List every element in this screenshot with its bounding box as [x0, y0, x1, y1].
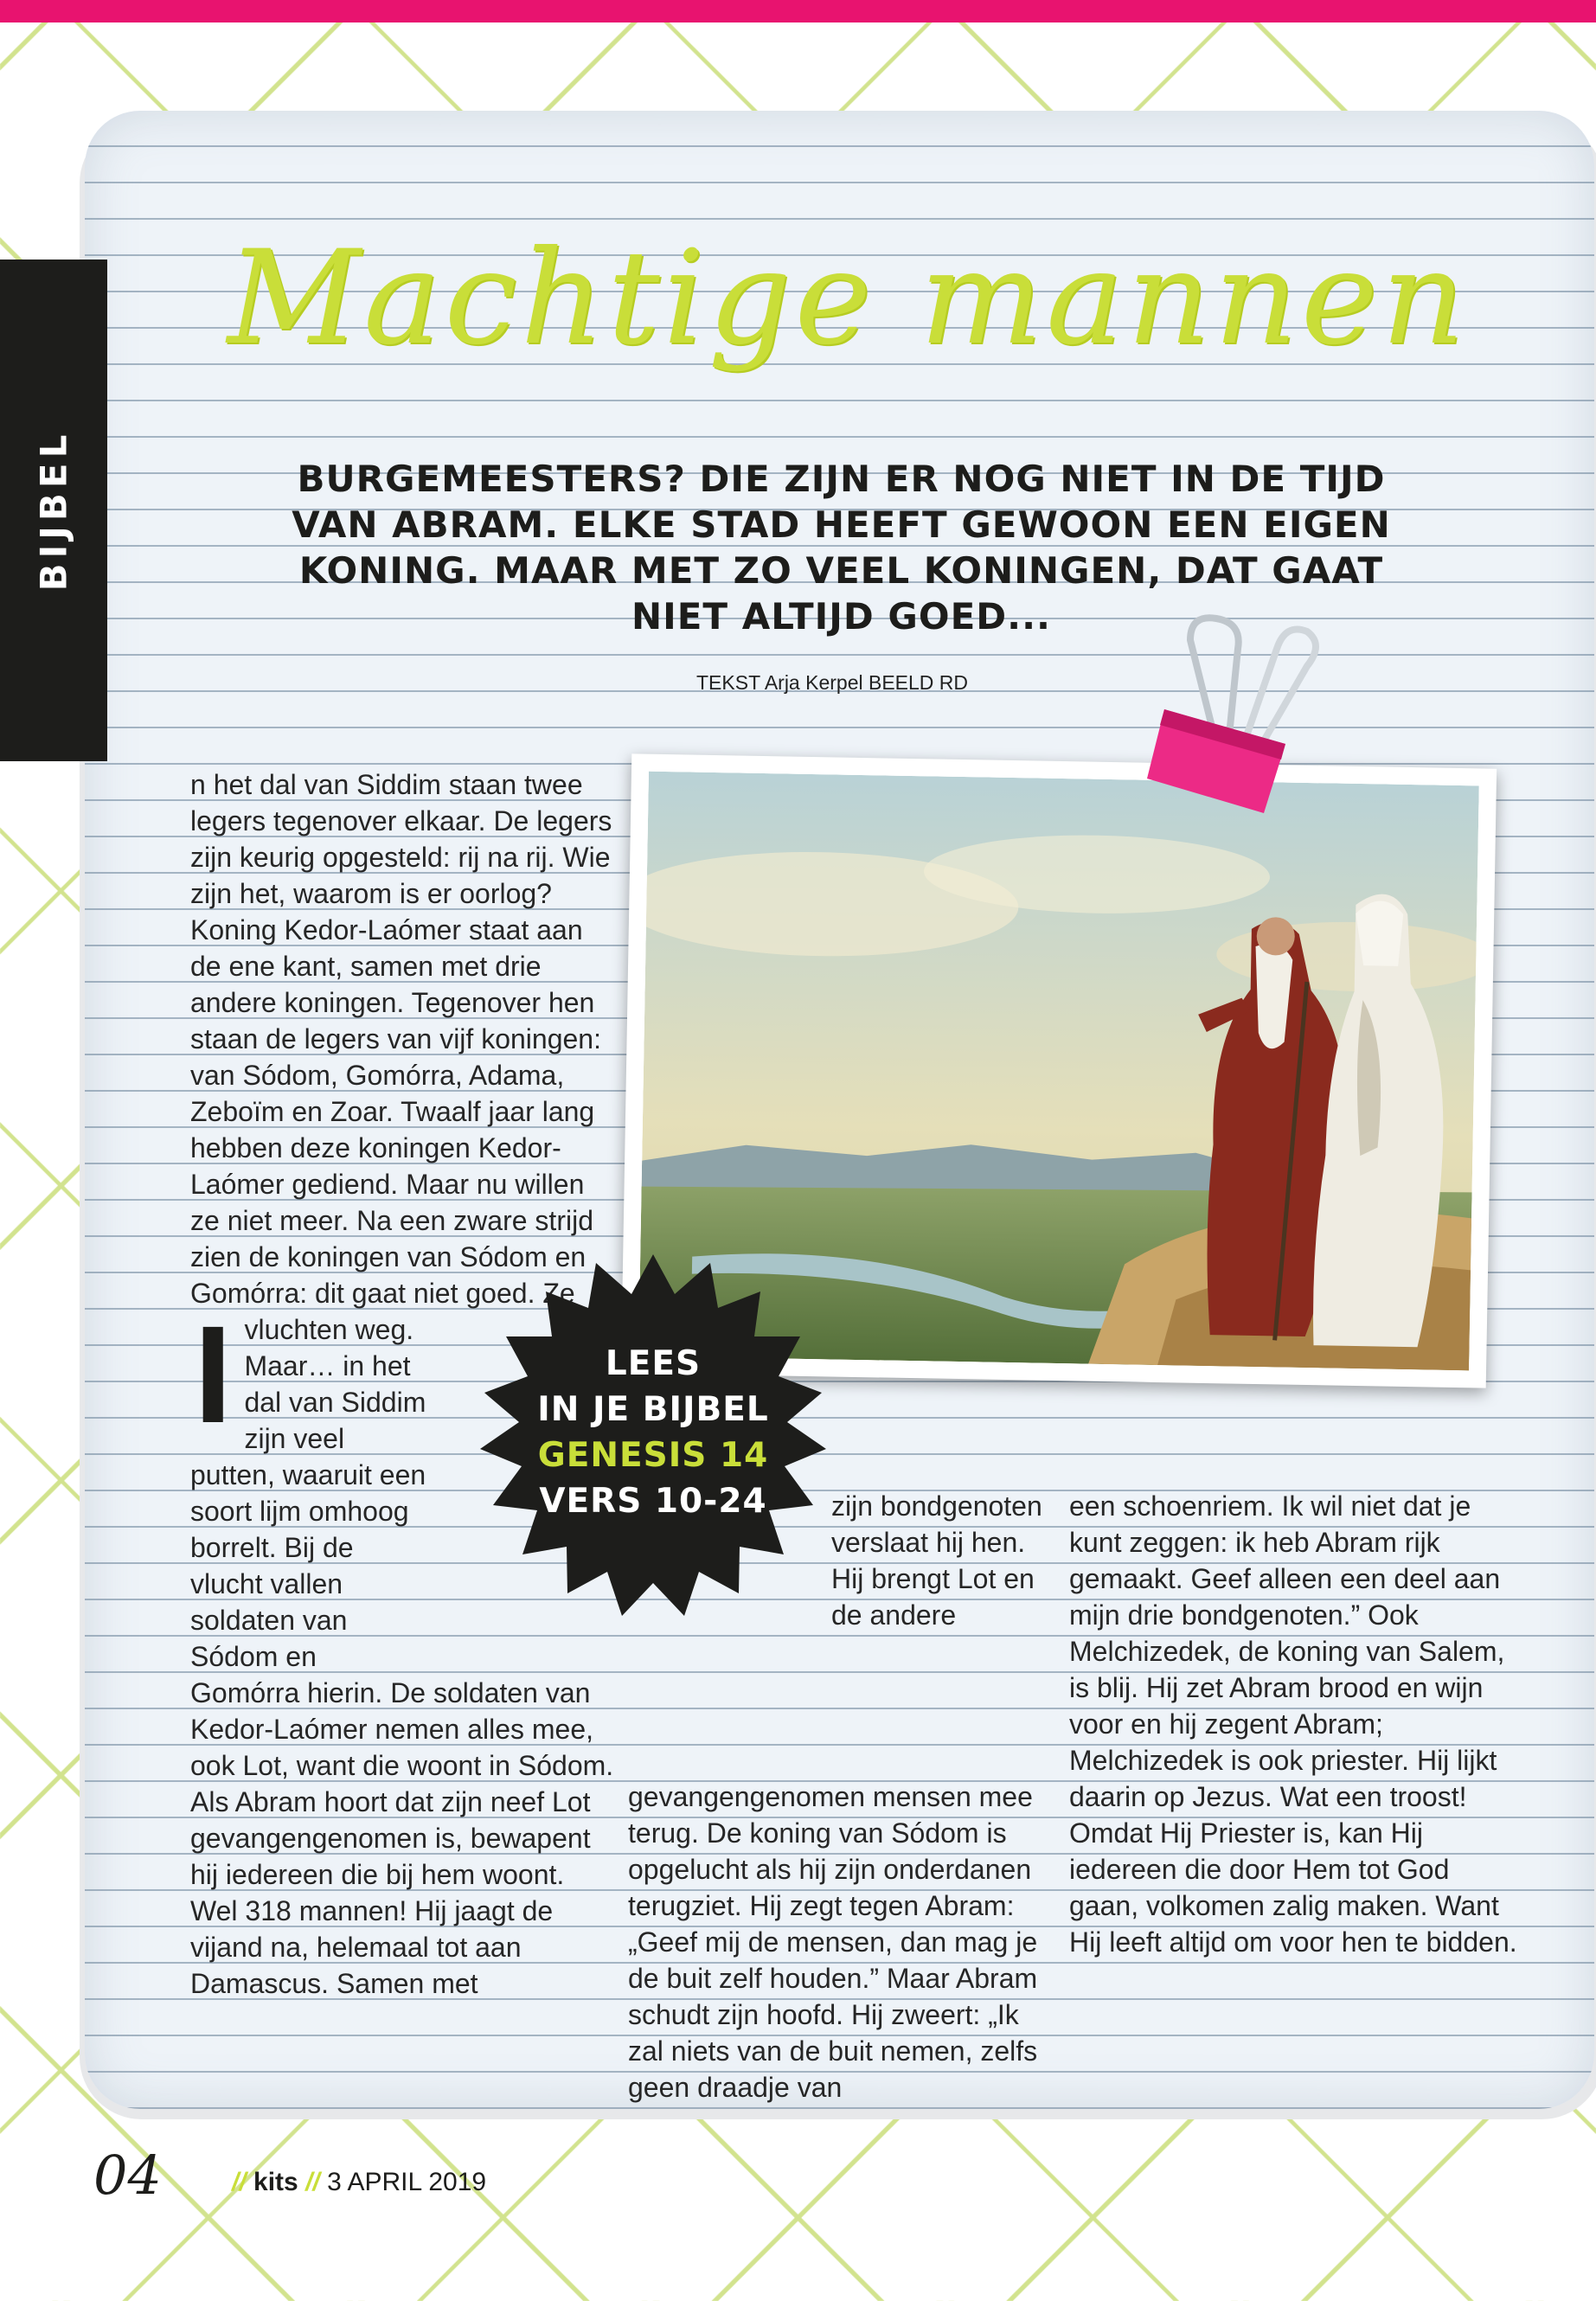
callout-line-2: IN JE BIJBEL: [537, 1390, 769, 1429]
binder-clip-icon: [1147, 606, 1320, 813]
page-number: 04: [93, 2144, 162, 2207]
article-text-col1: n het dal van Siddim staan twee legers tegenover elkaar. De legers zijn keurig opgesteld: rij na rij. Wie zijn het, waarom is er oorlog? Koning Kedor-Laómer staat aan de ene kant, samen met drie andere koningen. Tegenover hen staan de legers van vijf koningen: van Sódom, Gomórra, Adama, Zeboïm en Zoar. Twaalf jaar lang hebben deze koningen Kedor-Laómer gediend. Maar nu willen ze niet meer. Na een zware strijd zien de koningen van Sódom en Gomórra: dit gaat niet goed. Ze vluchten weg. Maar… in het dal van Siddim zijn veel putten, waaruit een soort lijm omhoog borrelt. Bij de vlucht vallen soldaten van Sódom en Gomórra hierin. De soldaten van Kedor-Laómer nemen alles mee, ook Lot, want die woont in Sódom. Als Abram hoort dat zijn neef Lot gevangengenomen is, bewapent hij iedereen die bij hem woont. Wel 318 mannen! Hij jaagt de vijand na, helemaal tot aan Damascus. Samen met: [190, 769, 614, 1999]
article-text-col3: een schoenriem. Ik wil niet dat je kunt zeggen: ik heb Abram rijk gemaakt. Geef alleen een deel aan mijn drie bondgenoten.” Ook Melchizedek, de koning van Salem, is blij. Hij zet Abram brood en wijn voor en hij zegent Abram; Melchizedek is ook priester. Hij lijkt daarin op Jezus. Wat een troost! Omdat Hij Priester is, kan Hij iedereen die door Hem tot God gaan, volkomen zalig maken. Want Hij leeft altijd om voor hen te bidden.: [1069, 1490, 1517, 1958]
footer-separator: //: [232, 2168, 247, 2196]
footer-separator: //: [305, 2168, 320, 2196]
top-accent-bar: [0, 0, 1596, 22]
intro-text: BURGEMEESTERS? DIE ZIJN ER NOG NIET IN DE TIJD VAN ABRAM. ELKE STAD HEEFT GEWOON EEN EIGEN KONING. MAAR MET ZO VEEL KONINGEN, DAT GAAT NIET ALTIJD GOED...: [292, 458, 1391, 638]
issue-date: 3 APRIL 2019: [327, 2168, 487, 2196]
bible-reference-callout: [467, 1341, 839, 1524]
section-tab-label: BIJBEL: [32, 429, 75, 592]
article-column-3: [1069, 1488, 1519, 1960]
callout-line-1: LEES: [605, 1344, 702, 1383]
magazine-name: kits: [253, 2168, 298, 2196]
callout-book: GENESIS 14: [537, 1436, 769, 1475]
credits: TEKST Arja Kerpel BEELD RD: [696, 671, 969, 694]
page-title: Machtige mannen: [227, 223, 1469, 374]
article-text-col2: zijn bondgenoten verslaat hij hen. Hij brengt Lot en de andere gevangengenomen mensen mee terug. De koning van Sódom is opgelucht als hij zijn onderdanen terugziet. Hij zegt tegen Abram: „Geef mij de mensen, dan mag je de buit zelf houden.” Maar Abram schudt zijn hoofd. Hij zweert: „Ik zal niets van de buit nemen, zelfs geen draadje van: [628, 1490, 1042, 2103]
callout-verses: VERS 10-24: [539, 1482, 767, 1521]
footer-info: [232, 2168, 486, 2197]
drop-cap: I: [194, 1297, 233, 1452]
